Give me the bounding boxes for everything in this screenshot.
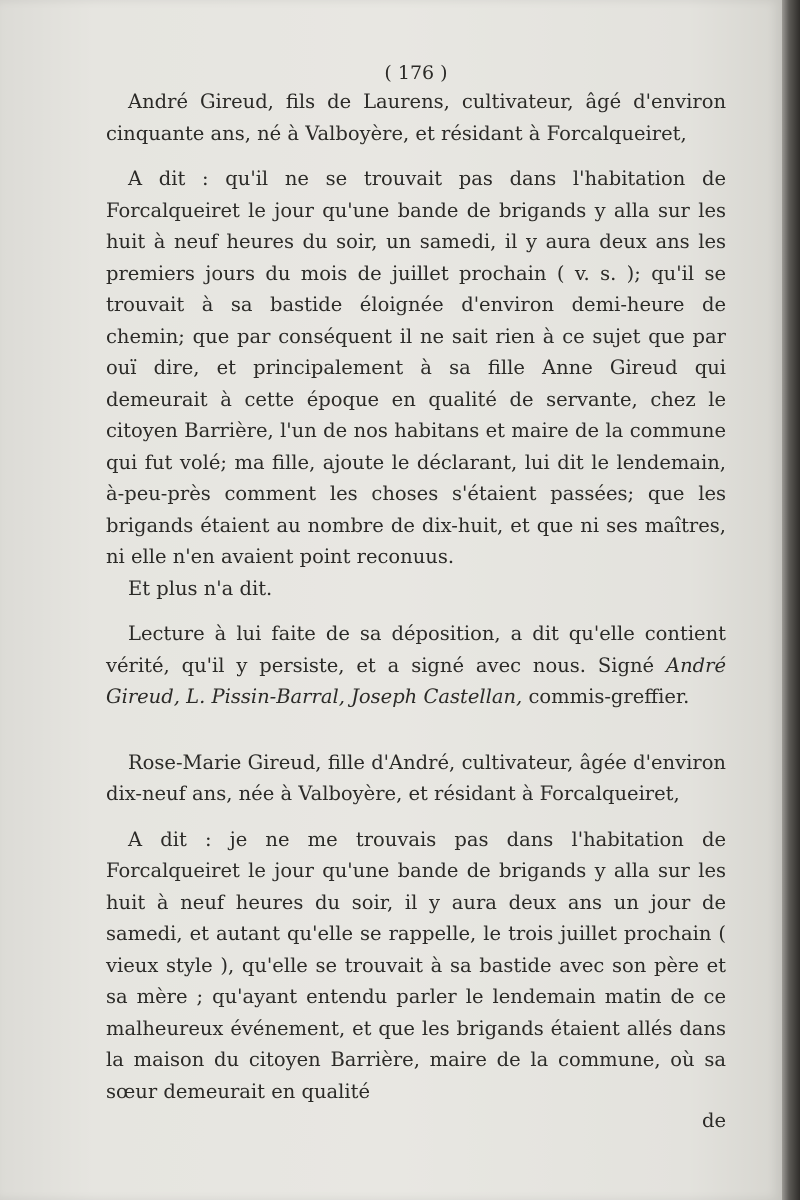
- page-number: ( 176 ): [384, 62, 448, 84]
- reading-text: Lecture à lui faite de sa déposition, a dit qu'elle contient vérité, qu'il y persiste, et a signé avec nous. Signé: [106, 622, 726, 677]
- witness1-closing: Et plus n'a dit.: [128, 576, 273, 600]
- witness1-deposition: A dit : qu'il ne se trouvait pas dans l'habitation de Forcalqueiret le jour qu'une bande de brigands y alla sur les huit à neuf heures du soir, un samedi, il y aura deux ans les premiers jours du mois de juillet prochain ( v. s. ); qu'il se trouvait à sa bastide éloignée d'environ demi-heure de chemin; que par conséquent il ne sait rien à ce sujet que par ouï dire, et principalement à sa fille Anne Gireud qui demeurait à cette époque en qualité de servante, chez le citoyen Barrière, l'un de nos habitans et maire de la commune qui fut volé; ma fille, ajoute le déclarant, lui dit le lendemain, à-peu-près comment les choses s'étaient passées; que les brigands étaient au nombre de dix-huit, et que ni ses maîtres, ni elle n'en avaient point reconuus.: [106, 167, 726, 568]
- catchword: de: [701, 1109, 726, 1132]
- signature-pissin-barral: L. Pissin-Barral,: [186, 685, 345, 708]
- page-text: [106, 58, 726, 1135]
- witness2-deposition: A dit : je ne me trouvais pas dans l'habitation de Forcalqueiret le jour qu'une bande de brigands y alla sur les huit à neuf heures du soir, il y aura deux ans un jour de samedi, et autant qu'elle se rappelle, le trois juillet prochain ( vieux style ), qu'elle se trouvait à sa bastide avec son père et sa mère ; qu'ayant entendu parler le lendemain matin de ce malheureux événement, et que les brigands étaient allés dans la maison du citoyen Barrière, maire de la commune, où sa sœur demeurait en qualité: [106, 827, 726, 1103]
- book-edge: [782, 0, 800, 1200]
- witness1-intro: André Gireud, fils de Laurens, cultivateur, âgé d'environ cinquante ans, né à Valboyère, et résidant à Forcalqueiret,: [106, 90, 726, 145]
- signature-role: commis-greffier.: [528, 685, 690, 708]
- signature-andre-gireud: André Gireud,: [106, 653, 726, 708]
- signature-joseph-castellan: Joseph Castellan,: [351, 685, 523, 708]
- witness2-intro: Rose-Marie Gireud, fille d'André, cultivateur, âgée d'environ dix-neuf ans, née à Valboyère, et résidant à Forcalqueiret,: [106, 750, 726, 805]
- witness1-reading: [106, 618, 726, 713]
